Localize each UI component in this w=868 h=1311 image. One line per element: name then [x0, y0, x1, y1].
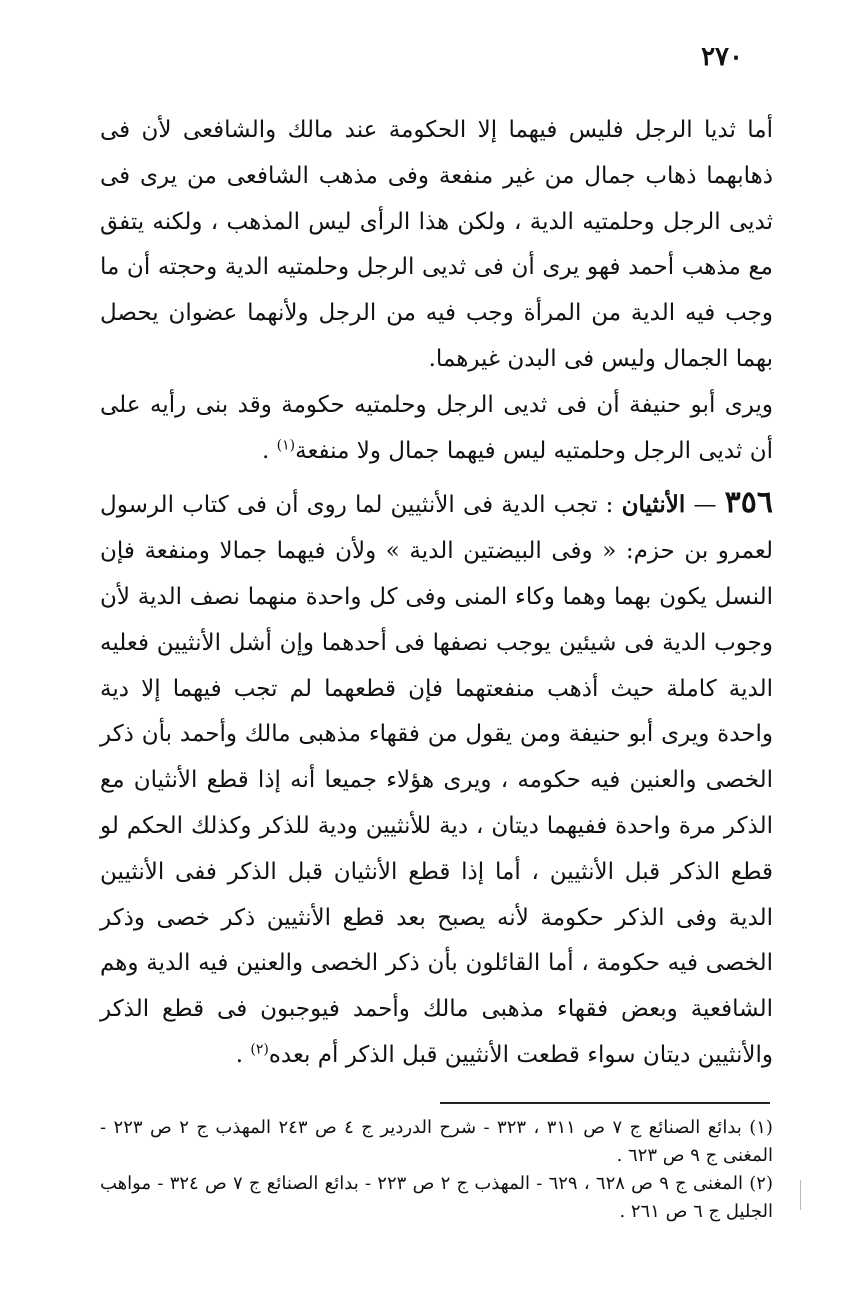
- section-title: الأنثيان: [621, 491, 686, 519]
- paragraph-text: ويرى أبو حنيفة أن فى ثديى الرجل وحلمتيه حكومة وقد بنى رأيه على أن ثديى الرجل وحلمتيه ليس فيهما جمال ولا منفعة: [100, 391, 773, 464]
- section-number: ٣٥٦: [724, 485, 773, 521]
- paragraph: [100, 383, 773, 475]
- footnotes: [100, 1114, 773, 1226]
- paragraph-text: أما ثديا الرجل فليس فيهما إلا الحكومة عند مالك والشافعى لأن فى ذهابهما ذهاب جمال من غير منفعة وفى مذهب الشافعى من يرى فى ثديى الرجل وحلمتيه الدية ، ولكن هذا الرأى ليس المذهب ، ولكنه يتفق مع مذهب أحمد فهو يرى أن فى ثديى الرجل وحلمتيه الدية وحجته أن ما وجب فيه الدية من المرأة وجب فيه من الرجل ولأنهما عضوان يحصل بهما الجمال وليس فى البدن غيرهما.: [100, 117, 773, 372]
- body-text: [100, 108, 773, 1079]
- footnote: (١) بدائع الصنائع ج ٧ ص ٣١١ ، ٣٢٣ - شرح الدردير ج ٤ ص ٢٤٣ المهذب ج ٢ ص ٢٢٣ - المغنى ج ٩ ص ٦٢٣ .: [100, 1117, 773, 1166]
- footnote-divider: [440, 1102, 770, 1104]
- paragraph: [100, 108, 773, 383]
- footnote: (٢) المغنى ج ٩ ص ٦٢٨ ، ٦٢٩ - المهذب ج ٢ ص ٢٢٣ - بدائع الصنائع ج ٧ ص ٣٢٤ - مواهب الجليل ج ٦ ص ٢٦١ .: [100, 1173, 773, 1222]
- page-number: ٢٧٠: [701, 42, 743, 72]
- section-dash: —: [685, 492, 725, 519]
- paragraph-tail: .: [262, 437, 277, 464]
- footnote-ref: (٢): [250, 1041, 269, 1058]
- section-text: : تجب الدية فى الأنثيين لما روى أن فى كتاب الرسول لعمرو بن حزم: « وفى البيضتين الدية » ولأن فيهما جمالا ومنفعة فإن النسل يكون بهما وهما وكاء المنى وفى كل واحدة منهما نصف الدية لأن وجوب الدية فى شيئين يوجب نصفها فى أحدهما وإن أشل الأنثيين فعليه الدية كاملة حيث أذهب منفعتهما فإن قطعهما لم تجب فيهما إلا دية واحدة ويرى أبو حنيفة ومن يقول من فقهاء مذهبى مالك وأحمد بأن ذكر الخصى والعنين فيه حكومه ، ويرى هؤلاء جميعا أنه إذا قطع الأنثيان مع الذكر مرة واحدة ففيهما ديتان ، دية للأنثيين ودية للذكر وكذلك الحكم لو قطع الذكر قبل الأنثيين ، أما إذا قطع الأنثيان قبل الذكر ففى الأنثيين الدية وفى الذكر حكومة لأنه يصبح بعد قطع الأنثيين ذكر خصى وذكر الخصى فيه حكومة ، أما القائلون بأن ذكر الخصى والعنين فيه الدية وهم الشافعية وبعض فقهاء مذهبى مالك وأحمد فيوجبون فى قطع الذكر والأنثيين ديتان سواء قطعت الأنثيين قبل الذكر أم بعده: [100, 492, 773, 1068]
- section-paragraph: [100, 480, 773, 1078]
- footnote-ref: (١): [276, 436, 296, 453]
- scan-artifact-line: [800, 1180, 801, 1210]
- section-tail: .: [235, 1041, 251, 1068]
